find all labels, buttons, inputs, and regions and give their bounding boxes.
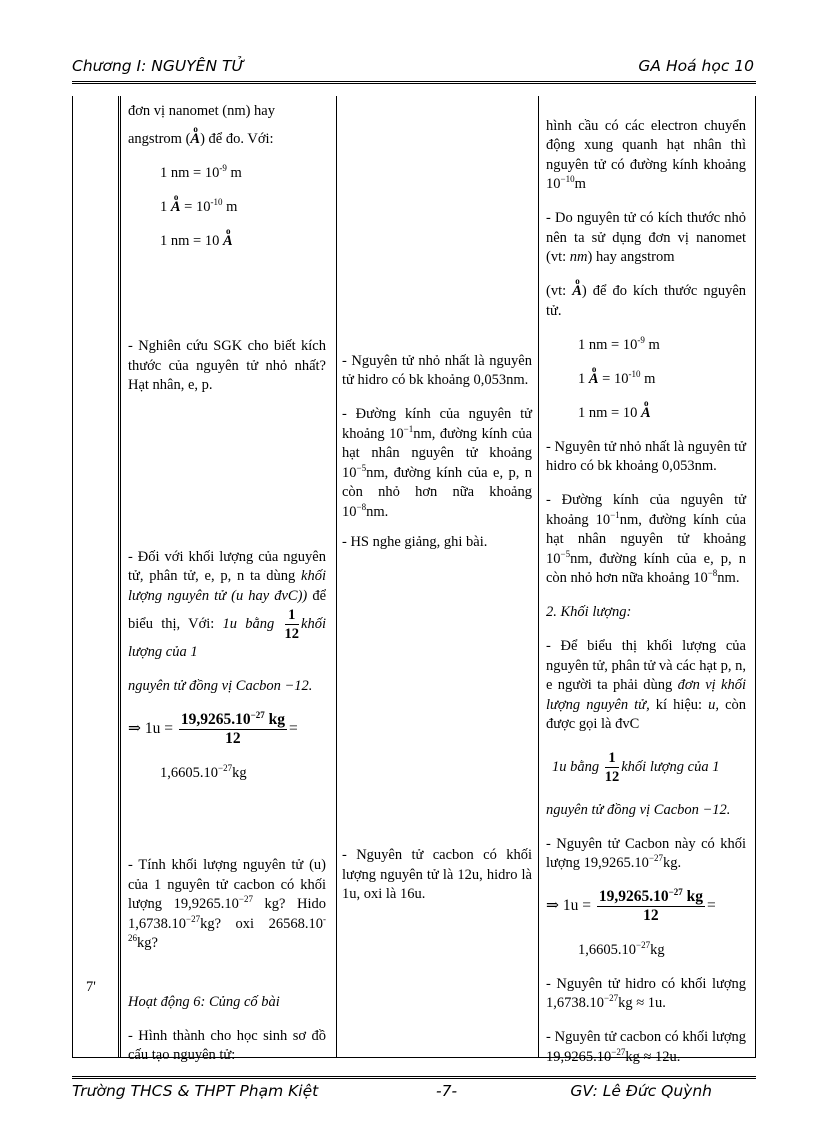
text-line: nguyên tử đồng vị Cacbon −12. <box>128 678 313 694</box>
footer-rule <box>72 1076 756 1079</box>
text-line: đơn vị nanomet (nm) hay <box>128 103 275 119</box>
text-line: (vt: o A) để đo kích thước nguyên tử. <box>546 282 746 321</box>
header-rule <box>72 81 756 84</box>
text-line: - Nguyên tử cacbon có khối lượng $19,9265.10^{-27}kg \approx 12u$. <box>546 1029 746 1065</box>
question-mass <box>128 533 326 798</box>
text-line: - Nguyên tử nhỏ nhất là nguyên tử hidro có bk khoảng 0,053nm. <box>342 352 532 388</box>
angstrom-symbol: o A <box>589 370 599 390</box>
course-title: GA Hoá học 10 <box>638 57 754 75</box>
formula-nm: 1 nm = $10^{-9}$ m <box>160 162 242 181</box>
activity-6 <box>128 978 326 1080</box>
student-answer-listen: - HS nghe giảng, ghi bài. <box>342 534 488 550</box>
fraction-1-12: $\frac{1}{12}$ <box>604 750 620 785</box>
formula-angstrom: 1 o $A = 10^{-10}$ m <box>546 370 746 390</box>
column-divider <box>336 96 337 1058</box>
text-line: - Hình thành cho học sinh sơ đồ cấu tạo nguyên tử: <box>128 1027 326 1063</box>
text-line: - Đường kính của nguyên tử khoảng $10^{-1}nm$, đường kính của hạt nhân nguyên tử khoảng $10^{-5}nm$, đường kính của e, p, n còn nhỏ hơn nữa khoảng $10^{-8}nm$. <box>342 406 532 520</box>
section-heading: 2. Khối lượng: <box>546 604 632 620</box>
text-line: hình cầu có các electron chuyển động xung quanh hạt nhân thì nguyên tử có đường kính khoảng $10^{-10}m$ <box>546 117 746 192</box>
fraction-u: $\frac{19,9265.10^{-27} kg}{12}$ <box>180 709 285 747</box>
time-cell: 7' <box>86 979 96 995</box>
text-line: 1u bằng $\frac{1}{12}$ khối lượng của 1 <box>552 750 720 785</box>
table-border-right <box>755 96 756 1058</box>
teacher-name: GV: Lê Đức Quỳnh <box>570 1082 712 1100</box>
formula-u: ⇒ 1u = $\frac{19,9265.10^{-27} kg}{12}$ = <box>546 886 716 924</box>
angstrom-symbol: o A <box>171 198 181 218</box>
formula-result: $1,6605.10^{-27}kg$ <box>578 939 665 958</box>
student-answer-mass: - Nguyên tử cacbon có khối lượng nguyên tử là 12u, hidro là 1u, oxi là 16u. <box>342 847 532 902</box>
question-size: - Nghiên cứu SGK cho biết kích thước của nguyên tử nhỏ nhất? Hạt nhân, e, p. <box>128 338 326 393</box>
text-line: - Để biểu thị khối lượng của nguyên tử, phân tử và các hạt p, n, e người ta phải dùng đơn vị khối lượng nguyên tử, kí hiệu: u, còn được gọi là đvC <box>546 638 747 732</box>
school-name: Trường THCS & THPT Phạm Kiệt <box>72 1082 319 1100</box>
angstrom-symbol: o A <box>190 130 200 150</box>
text-line: - Đường kính của nguyên tử khoảng $10^{-1}nm$, đường kính của hạt nhân nguyên tử khoảng $10^{-5}nm$, đường kính của e, p, n còn nhỏ hơn nữa khoảng $10^{-8}nm$. <box>546 492 746 586</box>
text-line: - Nguyên tử nhỏ nhất là nguyên tử hidro có bk khoảng 0,053nm. <box>546 438 746 474</box>
page-footer <box>72 1082 756 1104</box>
chapter-title: Chương I: NGUYÊN TỬ <box>72 57 245 75</box>
formula-nm-angstrom: 1 nm = 10 o A <box>128 232 326 252</box>
teacher-column <box>128 102 326 266</box>
text-line: - Đối với khối lượng của nguyên tử, phân tử, e, p, n ta dùng khối lượng nguyên tử (u hay đvC)) để biểu thị, Với: 1u bằng $\frac{1}{12}$ khối lượng của 1 <box>128 548 327 660</box>
formula-u: ⇒ 1u = $\frac{19,9265.10^{-27} kg}{12}$ = <box>128 709 298 747</box>
text-line: - Do nguyên tử có kích thước nhỏ nên ta sử dụng đơn vị nanomet (vt: nm) hay angstrom <box>546 210 746 265</box>
text-line: angstrom (o A) để đo. Với: <box>128 130 326 150</box>
activity-title: Hoạt động 6: Củng cố bài <box>128 993 280 1010</box>
text-line: - Nguyên tử hidro có khối lượng $1,6738.10^{-27}kg \approx 1u$. <box>546 975 746 1011</box>
formula-result: $1,6605.10^{-27}kg$ <box>160 762 247 781</box>
student-answer-size <box>342 337 532 537</box>
angstrom-symbol: o A <box>572 282 582 302</box>
lesson-table <box>72 96 756 1065</box>
page-number: -7- <box>436 1082 458 1100</box>
column-divider <box>538 96 539 1058</box>
text-line: nguyên tử đồng vị Cacbon −12. <box>546 801 731 818</box>
question-calc: - Tính khối lượng nguyên tử (u) của 1 nguyên tử cacbon có khối lượng $19,9265.10^{-27}$ kg? Hido $1,6738.10^{-27}kg$? oxi $26568.10^{-26}kg$? <box>128 857 327 951</box>
formula-angstrom: 1 o $A = 10^{-10}$ m <box>128 198 326 218</box>
angstrom-symbol: o A <box>641 404 651 424</box>
content-column <box>546 102 746 1082</box>
formula-nm-angstrom: 1 nm = 10 o A <box>546 404 746 424</box>
fraction-u: $\frac{19,9265.10^{-27} kg}{12}$ <box>598 886 703 924</box>
angstrom-symbol: o A <box>223 232 233 252</box>
table-border-left <box>72 96 73 1058</box>
formula-nm: 1 nm = $10^{-9}$ m <box>578 334 660 353</box>
column-divider <box>118 96 121 1058</box>
text-line: - Nguyên tử Cacbon này có khối lượng $19,9265.10^{-27}kg$. <box>546 835 746 871</box>
page-header <box>72 57 756 79</box>
fraction-1-12: $\frac{1}{12}$ <box>284 607 300 642</box>
